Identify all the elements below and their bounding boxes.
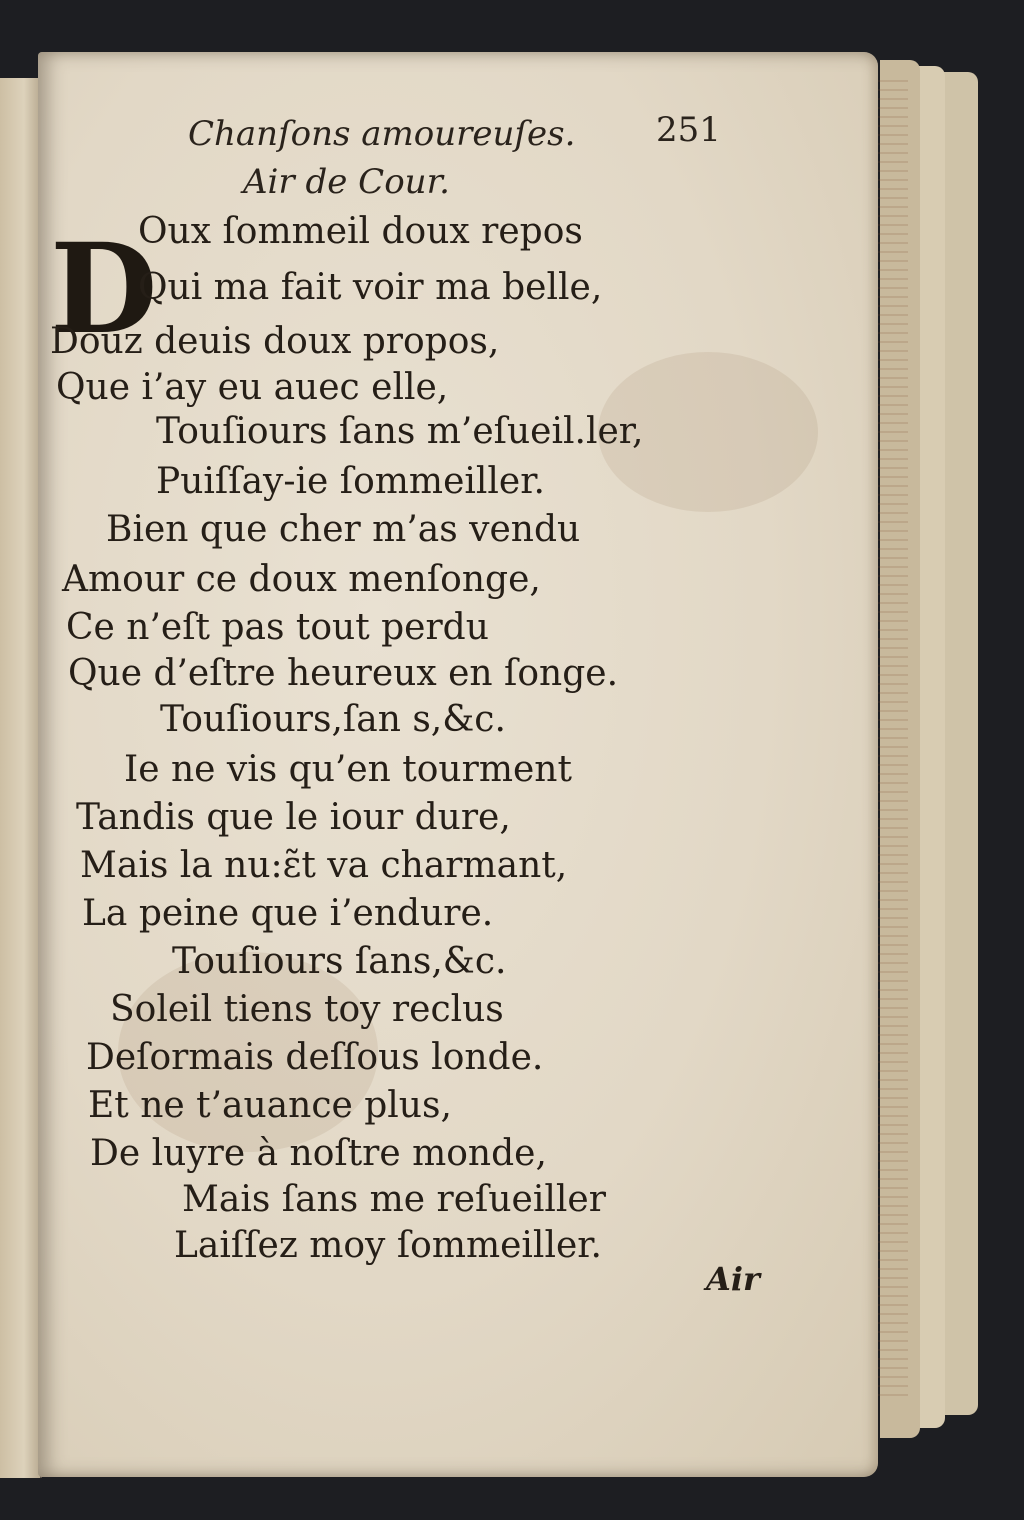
drop-cap: D — [50, 217, 158, 362]
verse-line: Tandis que le iour dure, — [76, 797, 511, 838]
verse-line: Douz deuis doux propos, — [50, 321, 500, 362]
section-title: Air de Cour. — [243, 162, 450, 202]
page-number: 251 — [656, 110, 721, 150]
verse-line: De luyre à noſtre monde, — [90, 1133, 547, 1174]
verse-line: Deſormais deſſous londe. — [86, 1037, 544, 1078]
verse-line: Amour ce doux menſonge, — [62, 559, 541, 600]
verse-line: Que d’eſtre heureux en ſonge. — [68, 653, 619, 694]
catchword: Air — [706, 1260, 760, 1298]
verse-line: Soleil tiens toy reclus — [110, 989, 504, 1030]
verse-line: Ce n’eſt pas tout perdu — [66, 607, 489, 648]
running-head: Chanſons amoureuſes. — [188, 114, 576, 154]
verse-line: Puiſſay-ie ſommeiller. — [156, 461, 545, 502]
verse-line: Ie ne vis qu’en tourment — [124, 749, 572, 790]
verse-line: Qui ma fait voir ma belle, — [138, 267, 603, 308]
verse-line: Touſiours,ſan s,&c. — [160, 699, 506, 740]
verse-line: Bien que cher m’as vendu — [106, 509, 581, 550]
verse-line: Touſiours ſans m’eſueil.ler, — [156, 411, 644, 452]
verse-line: Laiſſez moy ſommeiller. — [174, 1225, 602, 1266]
verse-line: Mais la nu:ɛ̃t va charmant, — [80, 845, 568, 886]
verse-line: Mais ſans me reſueiller — [182, 1179, 606, 1220]
verse-line: La peine que i’endure. — [82, 893, 494, 934]
verse-line: Oux ſommeil doux repos — [138, 211, 583, 252]
book-page — [38, 52, 878, 1477]
previous-page-edge — [0, 78, 42, 1478]
verse-line: Touſiours ſans,&c. — [172, 941, 507, 982]
verse-line: Que i’ay eu auec elle, — [56, 367, 449, 408]
verse-line: Et ne t’auance plus, — [88, 1085, 452, 1126]
